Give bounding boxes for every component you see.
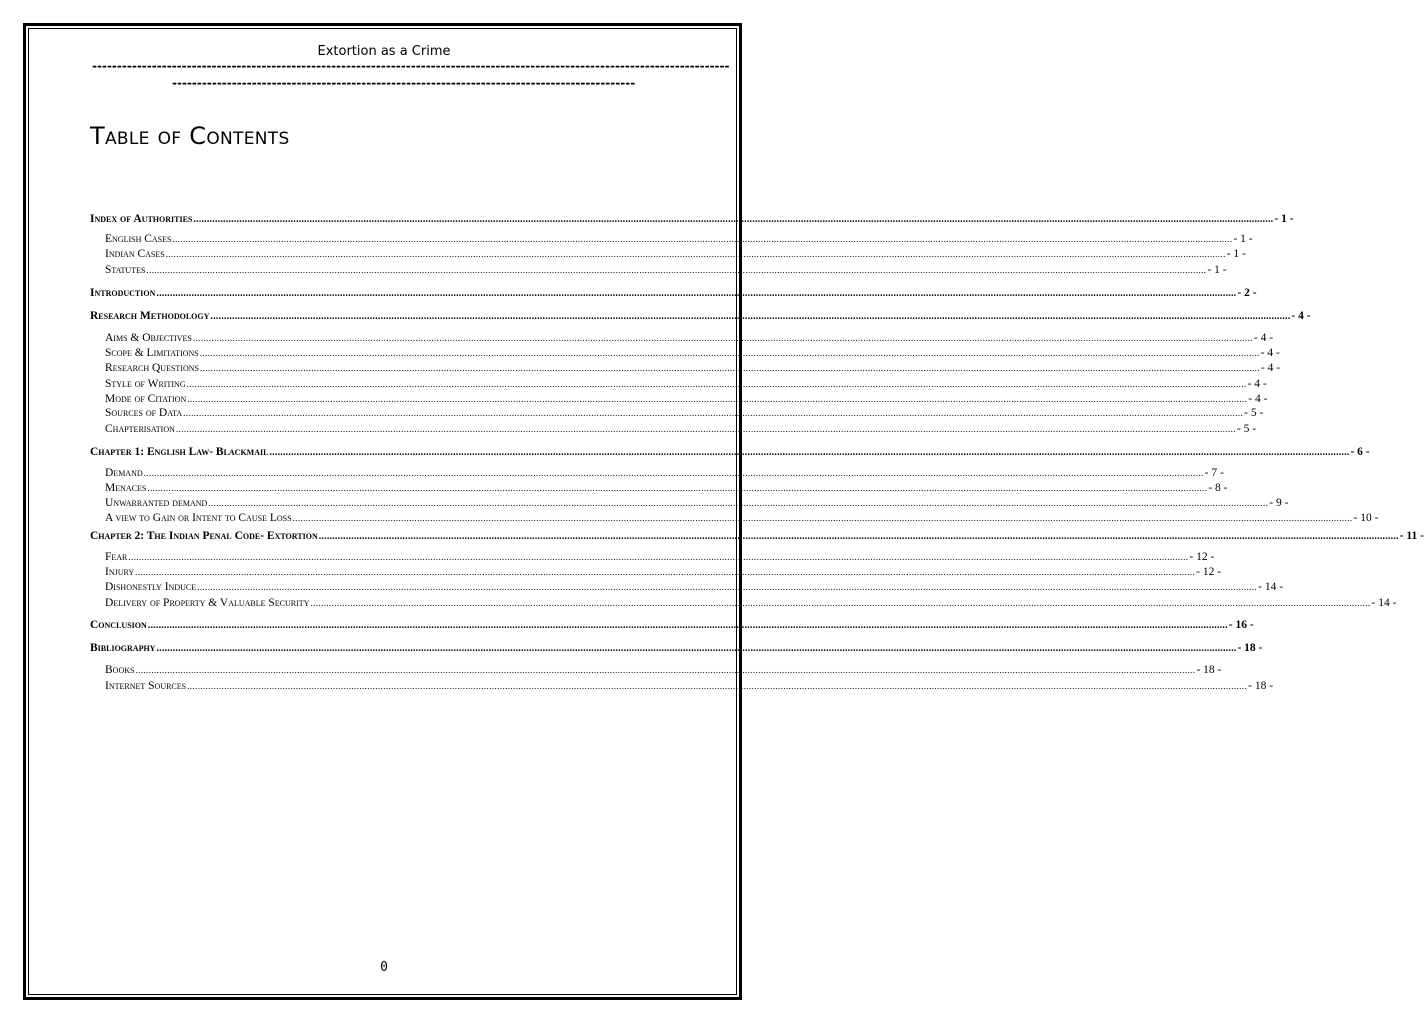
- toc-dot-leader: ................................................................................................................................................................................................................................................................................................................................................................................................................: [175, 424, 1236, 434]
- toc-entry-label: Delivery of Property & Valuable Security: [105, 597, 310, 609]
- toc-entry-sub[interactable]: [105, 248, 1246, 260]
- toc-dot-leader: ................................................................................................................................................................................................................................................................................................................................................................................................................: [310, 598, 1371, 608]
- toc-entry-label: Internet Sources: [105, 680, 187, 692]
- toc-entry-sub[interactable]: [105, 264, 1227, 276]
- toc-entry-sub[interactable]: [105, 497, 1289, 509]
- toc-entry-main[interactable]: [90, 446, 1370, 458]
- toc-entry-main[interactable]: [90, 642, 1263, 654]
- toc-entry-sub[interactable]: [105, 482, 1228, 494]
- toc-entry-label: Sources of Data: [105, 407, 183, 419]
- toc-entry-page: - 12 -: [1196, 566, 1222, 578]
- toc-entry-page: - 4 -: [1260, 362, 1281, 374]
- toc-entry-main[interactable]: [90, 213, 1294, 225]
- toc-dot-leader: ................................................................................................................................................................................................................................................................................................................................................................................................................: [210, 311, 1291, 322]
- toc-entry-page: - 9 -: [1269, 497, 1289, 509]
- toc-entry-page: - 1 -: [1274, 213, 1294, 225]
- toc-entry-label: Chapterisation: [105, 423, 175, 435]
- toc-entry-main[interactable]: [90, 530, 1424, 542]
- toc-entry-page: - 16 -: [1228, 619, 1254, 631]
- toc-entry-main[interactable]: [90, 619, 1254, 631]
- header-rule-line-2: ---------------------------------------------------------------------------------------------: [172, 76, 636, 90]
- toc-dot-leader: ................................................................................................................................................................................................................................................................................................................................................................................................................: [208, 498, 1269, 508]
- toc-entry-sub[interactable]: [105, 362, 1281, 374]
- toc-entry-sub[interactable]: [105, 332, 1274, 344]
- toc-dot-leader: ................................................................................................................................................................................................................................................................................................................................................................................................................: [292, 513, 1353, 523]
- toc-dot-leader: ................................................................................................................................................................................................................................................................................................................................................................................................................: [165, 249, 1226, 259]
- running-header-title: Extortion as a Crime: [317, 44, 451, 59]
- toc-dot-leader: ................................................................................................................................................................................................................................................................................................................................................................................................................: [135, 665, 1196, 675]
- toc-entry-label: Demand: [105, 467, 143, 479]
- toc-entry-label: Unwarranted demand: [105, 497, 208, 509]
- toc-dot-leader: ................................................................................................................................................................................................................................................................................................................................................................................................................: [172, 234, 1233, 244]
- toc-entry-label: Dishonestly Induce: [105, 581, 197, 593]
- toc-entry-label: Indian Cases: [105, 248, 165, 260]
- toc-dot-leader: ................................................................................................................................................................................................................................................................................................................................................................................................................: [187, 394, 1248, 404]
- toc-entry-page: - 4 -: [1291, 310, 1311, 322]
- toc-entry-label: Fear: [105, 551, 128, 563]
- toc-entry-page: - 11 -: [1399, 530, 1424, 542]
- toc-dot-leader: ................................................................................................................................................................................................................................................................................................................................................................................................................: [147, 483, 1208, 493]
- toc-dot-leader: ................................................................................................................................................................................................................................................................................................................................................................................................................: [143, 468, 1204, 478]
- toc-dot-leader: ................................................................................................................................................................................................................................................................................................................................................................................................................: [187, 681, 1248, 691]
- toc-entry-label: A view to Gain or Intent to Cause Loss: [105, 512, 292, 524]
- toc-entry-sub[interactable]: [105, 664, 1222, 676]
- toc-entry-page: - 4 -: [1248, 393, 1268, 405]
- toc-entry-sub[interactable]: [105, 467, 1224, 479]
- toc-dot-leader: ................................................................................................................................................................................................................................................................................................................................................................................................................: [269, 447, 1350, 458]
- toc-entry-sub[interactable]: [105, 680, 1274, 692]
- toc-entry-page: - 12 -: [1189, 551, 1215, 563]
- toc-entry-page: - 5 -: [1236, 423, 1257, 435]
- toc-entry-sub[interactable]: [105, 407, 1264, 419]
- toc-entry-page: - 5 -: [1244, 407, 1264, 419]
- page-number: 0: [380, 960, 388, 975]
- toc-entry-page: - 2 -: [1237, 287, 1257, 299]
- toc-entry-page: - 4 -: [1260, 347, 1280, 359]
- toc-entry-label: Bibliography: [90, 642, 156, 654]
- toc-entry-page: - 4 -: [1247, 378, 1267, 390]
- toc-entry-label: Conclusion: [90, 619, 147, 631]
- toc-entry-page: - 10 -: [1353, 512, 1379, 524]
- toc-entry-page: - 1 -: [1207, 264, 1227, 276]
- toc-entry-label: Index of Authorities: [90, 213, 193, 225]
- toc-entry-sub[interactable]: [105, 347, 1280, 359]
- toc-entry-sub[interactable]: [105, 581, 1284, 593]
- toc-dot-leader: ................................................................................................................................................................................................................................................................................................................................................................................................................: [197, 582, 1258, 592]
- toc-entry-label: Introduction: [90, 287, 156, 299]
- toc-entry-sub[interactable]: [105, 393, 1268, 405]
- toc-entry-page: - 18 -: [1196, 664, 1222, 676]
- toc-dot-leader: ................................................................................................................................................................................................................................................................................................................................................................................................................: [156, 643, 1237, 654]
- toc-entry-page: - 4 -: [1253, 332, 1274, 344]
- toc-entry-sub[interactable]: [105, 512, 1379, 524]
- toc-entry-label: Research Methodology: [90, 310, 210, 322]
- toc-entry-main[interactable]: [90, 310, 1311, 322]
- toc-dot-leader: ................................................................................................................................................................................................................................................................................................................................................................................................................: [199, 363, 1260, 373]
- toc-entry-page: - 8 -: [1208, 482, 1228, 494]
- toc-entry-sub[interactable]: [105, 233, 1253, 245]
- toc-entry-page: - 14 -: [1371, 597, 1397, 609]
- toc-dot-leader: ................................................................................................................................................................................................................................................................................................................................................................................................................: [128, 552, 1189, 562]
- toc-dot-leader: ................................................................................................................................................................................................................................................................................................................................................................................................................: [192, 333, 1253, 343]
- toc-entry-page: - 7 -: [1204, 467, 1224, 479]
- toc-entry-page: - 6 -: [1350, 446, 1370, 458]
- toc-entry-label: Chapter 1: English Law- Blackmail: [90, 446, 269, 458]
- toc-dot-leader: ................................................................................................................................................................................................................................................................................................................................................................................................................: [146, 265, 1207, 275]
- toc-entry-label: Research Questions: [105, 362, 199, 374]
- toc-dot-leader: ................................................................................................................................................................................................................................................................................................................................................................................................................: [318, 531, 1399, 542]
- toc-entry-sub[interactable]: [105, 378, 1267, 390]
- toc-entry-sub[interactable]: [105, 566, 1222, 578]
- toc-entry-page: - 1 -: [1226, 248, 1246, 260]
- toc-entry-label: Style of Writing: [105, 378, 186, 390]
- toc-entry-label: Scope & Limitations: [105, 347, 199, 359]
- toc-entry-label: Menaces: [105, 482, 147, 494]
- toc-entry-label: Injury: [105, 566, 135, 578]
- toc-entry-page: - 1 -: [1233, 233, 1253, 245]
- toc-entry-label: Books: [105, 664, 135, 676]
- toc-dot-leader: ................................................................................................................................................................................................................................................................................................................................................................................................................: [147, 620, 1228, 631]
- toc-entry-sub[interactable]: [105, 551, 1215, 563]
- toc-entry-label: Chapter 2: The Indian Penal Code- Extortion: [90, 530, 318, 542]
- toc-entry-main[interactable]: [90, 287, 1257, 299]
- toc-entry-label: English Cases: [105, 233, 172, 245]
- toc-entry-label: Mode of Citation: [105, 393, 187, 405]
- toc-dot-leader: ................................................................................................................................................................................................................................................................................................................................................................................................................: [183, 408, 1244, 418]
- toc-dot-leader: ................................................................................................................................................................................................................................................................................................................................................................................................................: [186, 379, 1247, 389]
- toc-entry-page: - 18 -: [1237, 642, 1263, 654]
- toc-dot-leader: ................................................................................................................................................................................................................................................................................................................................................................................................................: [135, 567, 1196, 577]
- toc-dot-leader: ................................................................................................................................................................................................................................................................................................................................................................................................................: [199, 348, 1260, 358]
- toc-entry-page: - 18 -: [1248, 680, 1274, 692]
- toc-heading: Table of Contents: [90, 122, 290, 150]
- toc-entry-sub[interactable]: [105, 423, 1257, 435]
- header-rule-line-1: --------------------------------------------------------------------------------------------------------------------------------: [92, 59, 730, 73]
- toc-dot-leader: ................................................................................................................................................................................................................................................................................................................................................................................................................: [193, 214, 1274, 225]
- toc-entry-sub[interactable]: [105, 597, 1397, 609]
- toc-entry-label: Statutes: [105, 264, 146, 276]
- toc-dot-leader: ................................................................................................................................................................................................................................................................................................................................................................................................................: [156, 288, 1237, 299]
- toc-entry-label: Aims & Objectives: [105, 332, 192, 344]
- toc-entry-page: - 14 -: [1258, 581, 1284, 593]
